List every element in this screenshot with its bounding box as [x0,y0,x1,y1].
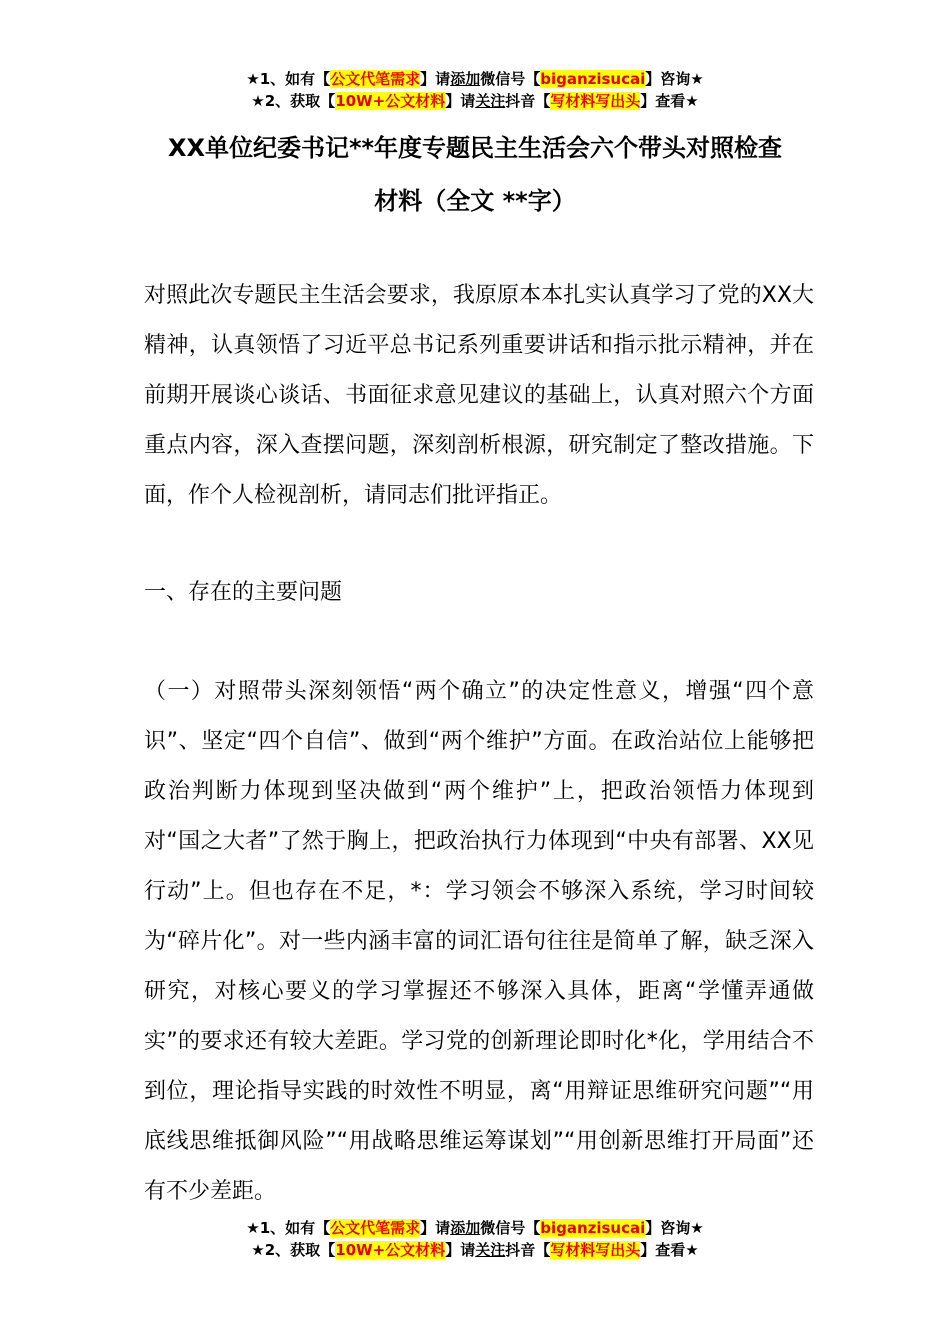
promo-highlight: biganzisucai [540,70,646,88]
promo-text: 】咨询★ [645,1219,704,1237]
promo-banner-top [0,68,950,112]
promo-underline: 添加 [450,70,481,88]
title-line-1: XX单位纪委书记**年度专题民主生活会六个带头对照检查 [167,134,783,162]
promo-highlight: 写材料写出头 [550,1241,641,1259]
promo-underline: 关注 [475,92,506,110]
promo-text: 抖音【 [505,1241,551,1259]
promo-text: ★1、如有【 [246,1219,331,1237]
promo-underline: 添加 [450,1219,481,1237]
promo-highlight: biganzisucai [540,1219,646,1237]
promo-underline: 关注 [475,1241,506,1259]
promo-text: 微信号【 [480,70,541,88]
promo-line-2 [0,1239,950,1261]
promo-text: ★2、获取【 [251,92,336,110]
body-paragraph: （一）对照带头深刻领悟“两个确立”的决定性意义，增强“四个意识”、坚定“四个自信”、做到“两个维护”方面。在政治站位上能够把政治判断力体现到坚决做到“两个维护”上，把政治领悟力体现到对“国之大者”了然于胸上，把政治执行力体现到“中央有部署、XX见行动”上。但也存在不足，*：学习领会不够深入系统，学习时间较为“碎片化”。对一些内涵丰富的词汇语句往往是简单了解，缺乏深入研究，对核心要义的学习掌握还不够深入具体，距离“学懂弄通做实”的要求还有较大差距。学习党的创新理论即时化*化，学用结合不到位，理论指导实践的时效性不明显，离“用辩证思维研究问题”“用底线思维抵御风险”“用战略思维运筹谋划”“用创新思维打开局面”还有不少差距。 [144,679,814,1204]
promo-text: 】查看★ [640,1241,699,1259]
promo-text: 】请 [445,1241,476,1259]
promo-line-2 [0,90,950,112]
promo-text: 抖音【 [505,92,551,110]
promo-text: ★1、如有【 [246,70,331,88]
title-line-2: 材料（全文 **字） [374,187,576,215]
promo-text: 微信号【 [480,1219,541,1237]
intro-paragraph: 对照此次专题民主生活会要求，我原原本本扎实认真学习了党的XX大精神，认真领悟了习近平总书记系列重要讲话和指示批示精神，并在前期开展谈心谈话、书面征求意见建议的基础上，认真对照六个方面重点内容，深入查摆问题，深刻剖析根源，研究制定了整改措施。下面，作个人检视剖析，请同志们批评指正。 [144,283,814,508]
promo-line-1 [0,68,950,90]
promo-highlight: 公文代笔需求 [330,70,421,88]
promo-highlight: 10W+公文材料 [335,92,446,110]
promo-text: 】请 [420,1219,451,1237]
promo-text: ★2、获取【 [251,1241,336,1259]
promo-highlight: 公文代笔需求 [330,1219,421,1237]
promo-text: 】查看★ [640,92,699,110]
section-heading: 一、存在的主要问题 [144,580,343,605]
promo-line-1 [0,1217,950,1239]
document-title [100,122,850,228]
promo-banner-bottom [0,1217,950,1261]
promo-text: 】请 [445,92,476,110]
promo-highlight: 10W+公文材料 [335,1241,446,1259]
promo-text: 】请 [420,70,451,88]
promo-highlight: 写材料写出头 [550,92,641,110]
promo-text: 】咨询★ [645,70,704,88]
